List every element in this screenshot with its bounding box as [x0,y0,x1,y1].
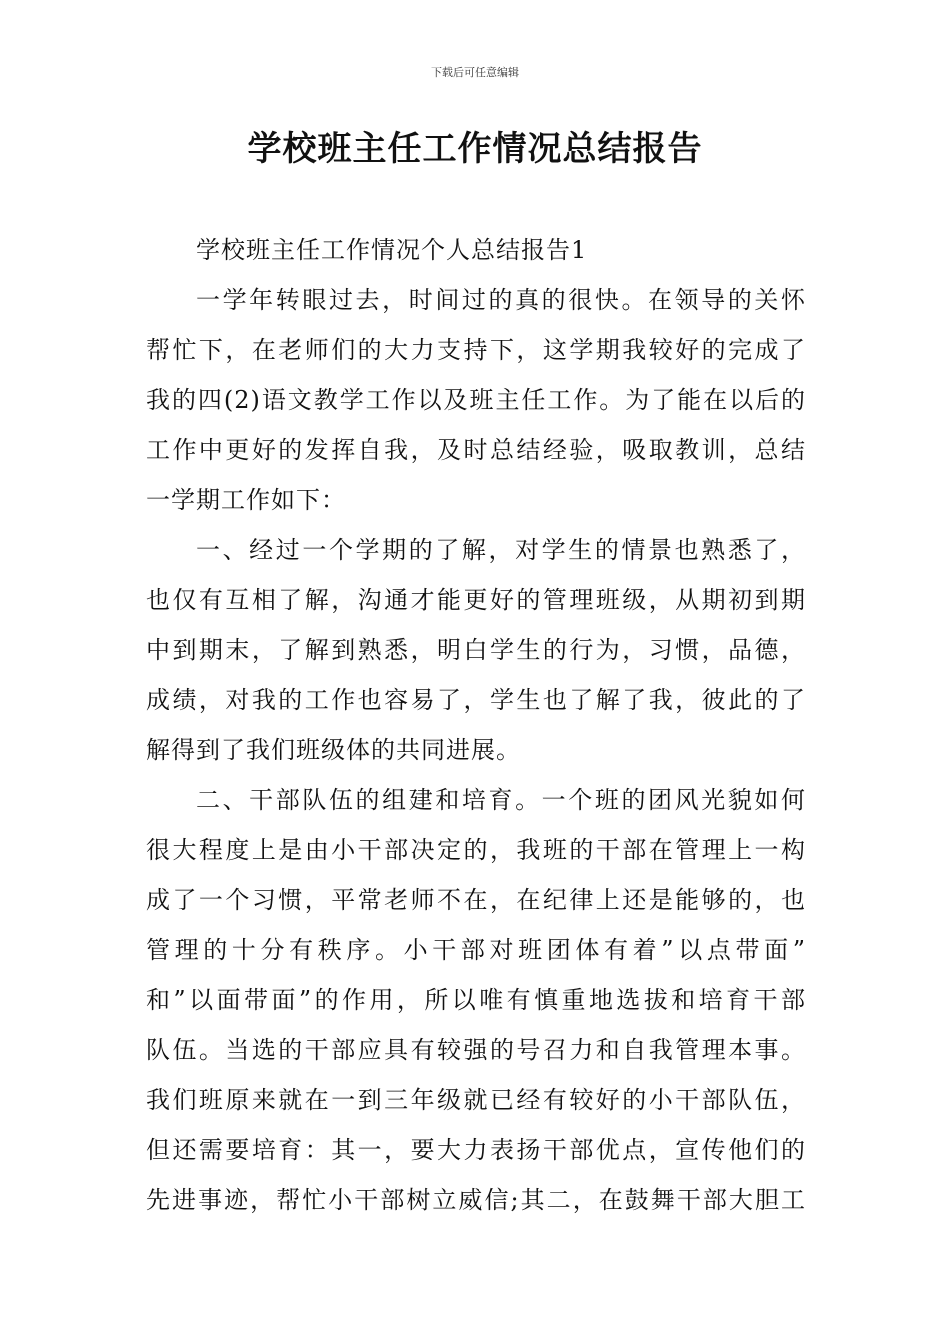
paragraph-line: 一学期工作如下： [146,486,346,514]
paragraph-line: 帮忙下，在老师们的大力支持下，这学期我较好的完成了 [146,336,806,364]
paragraph-line: 但还需要培育：其一，要大力表扬干部优点，宣传他们的 [146,1136,806,1164]
paragraph-line: 先进事迹，帮忙小干部树立威信;其二，在鼓舞干部大胆工 [146,1186,806,1214]
paragraph-line: 二、干部队伍的组建和培育。一个班的团风光貌如何 [196,786,806,814]
paragraph-line: 中到期末，了解到熟悉，明白学生的行为，习惯，品德， [146,636,806,664]
paragraph-line: 也仅有互相了解，沟通才能更好的管理班级，从期初到期 [146,586,806,614]
paragraph-line: 队伍。当选的干部应具有较强的号召力和自我管理本事。 [146,1036,806,1064]
paragraph-line: 解得到了我们班级体的共同进展。 [146,736,521,764]
document-title: 学校班主任工作情况总结报告 [247,129,703,169]
paragraph-line: 工作中更好的发挥自我，及时总结经验，吸取教训，总结 [146,436,806,464]
paragraph-line: 成了一个习惯，平常老师不在，在纪律上还是能够的，也 [146,886,806,914]
paragraph-line: 管理的十分有秩序。小干部对班团体有着”以点带面” [146,936,806,964]
header-note: 下载后可任意编辑 [431,66,519,79]
paragraph-line: 成绩，对我的工作也容易了，学生也了解了我，彼此的了 [146,686,806,714]
paragraph-line: 我们班原来就在一到三年级就已经有较好的小干部队伍， [146,1086,806,1114]
paragraph-line: 一学年转眼过去，时间过的真的很快。在领导的关怀 [196,286,806,314]
paragraph-line: 和”以面带面”的作用，所以唯有慎重地选拔和培育干部 [146,986,806,1014]
paragraph-line: 我的四(2)语文教学工作以及班主任工作。为了能在以后的 [146,386,806,414]
document-body [146,225,806,1225]
paragraph-line: 一、经过一个学期的了解，对学生的情景也熟悉了， [196,536,806,564]
section-heading: 学校班主任工作情况个人总结报告1 [196,236,588,264]
paragraph-line: 很大程度上是由小干部决定的，我班的干部在管理上一构 [146,836,806,864]
